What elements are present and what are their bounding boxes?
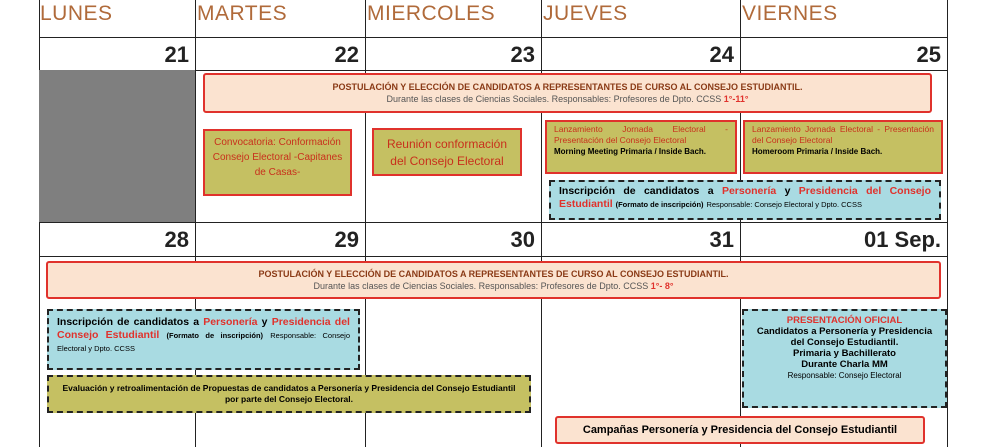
- presentacion-responsable: Responsable: Consejo Electoral: [787, 371, 902, 380]
- event-text: Lanzamiento Jornada Electoral - Presentación del Consejo Electoral: [752, 124, 934, 145]
- day-header-wednesday: MIERCOLES: [367, 2, 496, 25]
- event-subtitle: [205, 93, 930, 105]
- event-evaluacion[interactable]: Evaluación y retroalimentación de Propuestas de candidatos a Personería y Presidencia del Consejo Estudiantil por parte del Consejo Electoral.: [47, 375, 531, 413]
- inscripcion-formato: (Formato de inscripción): [615, 200, 704, 209]
- event-subtitle-text: Durante las clases de Ciencias Sociales. Responsables: Profesores de Dpto. CCSS: [386, 94, 722, 104]
- inscripcion-conj: y: [784, 185, 791, 197]
- day-header-friday: VIERNES: [742, 2, 838, 25]
- day-header-thursday: JUEVES: [543, 2, 628, 25]
- event-postulacion-week1[interactable]: [203, 73, 932, 113]
- event-lanzamiento-friday[interactable]: [743, 120, 943, 174]
- event-lanzamiento-thursday[interactable]: [545, 120, 737, 174]
- date-number: 24: [709, 42, 734, 67]
- date-number: 23: [510, 42, 535, 67]
- event-title: POSTULACIÓN Y ELECCIÓN DE CANDIDATOS A REPRESENTANTES DE CURSO AL CONSEJO ESTUDIANTIL.: [332, 82, 803, 92]
- inscripcion-personeria: Personería: [721, 185, 777, 197]
- event-sub: Morning Meeting Primaria / Inside Bach.: [554, 147, 707, 156]
- grid-line: [39, 37, 948, 38]
- grid-line: [39, 256, 948, 257]
- grid-line: [947, 0, 948, 447]
- event-convocatoria[interactable]: Convocatoria: Conformación Consejo Electoral -Capitanes de Casas-: [203, 129, 352, 196]
- date-number: 29: [334, 227, 359, 252]
- grade-range: 1°- 8°: [650, 281, 674, 291]
- inscripcion-responsable: Responsable: Consejo Electoral y Dpto. CCSS: [706, 200, 862, 209]
- inscripcion-presidencia: Presidencia del Consejo Estudiantil: [57, 316, 350, 341]
- inscripcion-personeria: Personería: [203, 316, 258, 328]
- inscripcion-responsable: Responsable: Consejo Electoral y Dpto. CCSS: [57, 331, 351, 353]
- date-number: 21: [164, 42, 189, 67]
- event-inscripcion-week1[interactable]: [549, 180, 941, 220]
- grid-line: [39, 222, 948, 223]
- inscripcion-conj: y: [261, 316, 268, 328]
- event-reunion-consejo[interactable]: Reunión conformación del Consejo Electoral: [372, 128, 522, 176]
- event-presentacion-oficial[interactable]: [742, 309, 947, 408]
- event-postulacion-week2[interactable]: [46, 261, 941, 299]
- date-number: 30: [510, 227, 535, 252]
- event-campanas[interactable]: Campañas Personería y Presidencia del Consejo Estudiantil: [555, 416, 925, 444]
- grade-range: 1°-11°: [723, 94, 749, 104]
- event-sub: Homeroom Primaria / Inside Bach.: [752, 147, 883, 156]
- date-number: 28: [164, 227, 189, 252]
- presentacion-line: Durante Charla MM: [801, 359, 888, 370]
- date-number: 22: [334, 42, 359, 67]
- presentacion-line: Candidatos a Personería y Presidencia del Consejo Estudiantil.: [756, 326, 933, 348]
- inscripcion-formato: (Formato de inscripción): [166, 331, 264, 340]
- event-inscripcion-week2[interactable]: [47, 309, 360, 370]
- date-number: 31: [709, 227, 734, 252]
- date-number: 01 Sep.: [863, 227, 941, 252]
- holiday-cell: [39, 70, 195, 222]
- presentacion-title: PRESENTACIÓN OFICIAL: [786, 315, 903, 326]
- day-header-tuesday: MARTES: [197, 2, 288, 25]
- date-number: 25: [916, 42, 941, 67]
- event-title: POSTULACIÓN Y ELECCIÓN DE CANDIDATOS A REPRESENTANTES DE CURSO AL CONSEJO ESTUDIANTIL.: [258, 269, 729, 279]
- event-subtitle: [48, 280, 939, 292]
- inscripcion-presidencia: Presidencia del Consejo Estudiantil: [559, 185, 932, 210]
- event-text: Lanzamiento Jornada Electoral - Presentación del Consejo Electoral: [554, 124, 728, 145]
- day-header-monday: LUNES: [40, 2, 113, 25]
- inscripcion-text: Inscripción de candidatos a: [559, 185, 714, 197]
- event-subtitle-text: Durante las clases de Ciencias Sociales. Responsables: Profesores de Dpto. CCSS: [313, 281, 649, 291]
- presentacion-line: Primaria y Bachillerato: [793, 348, 896, 359]
- inscripcion-text: Inscripción de candidatos a: [57, 316, 200, 328]
